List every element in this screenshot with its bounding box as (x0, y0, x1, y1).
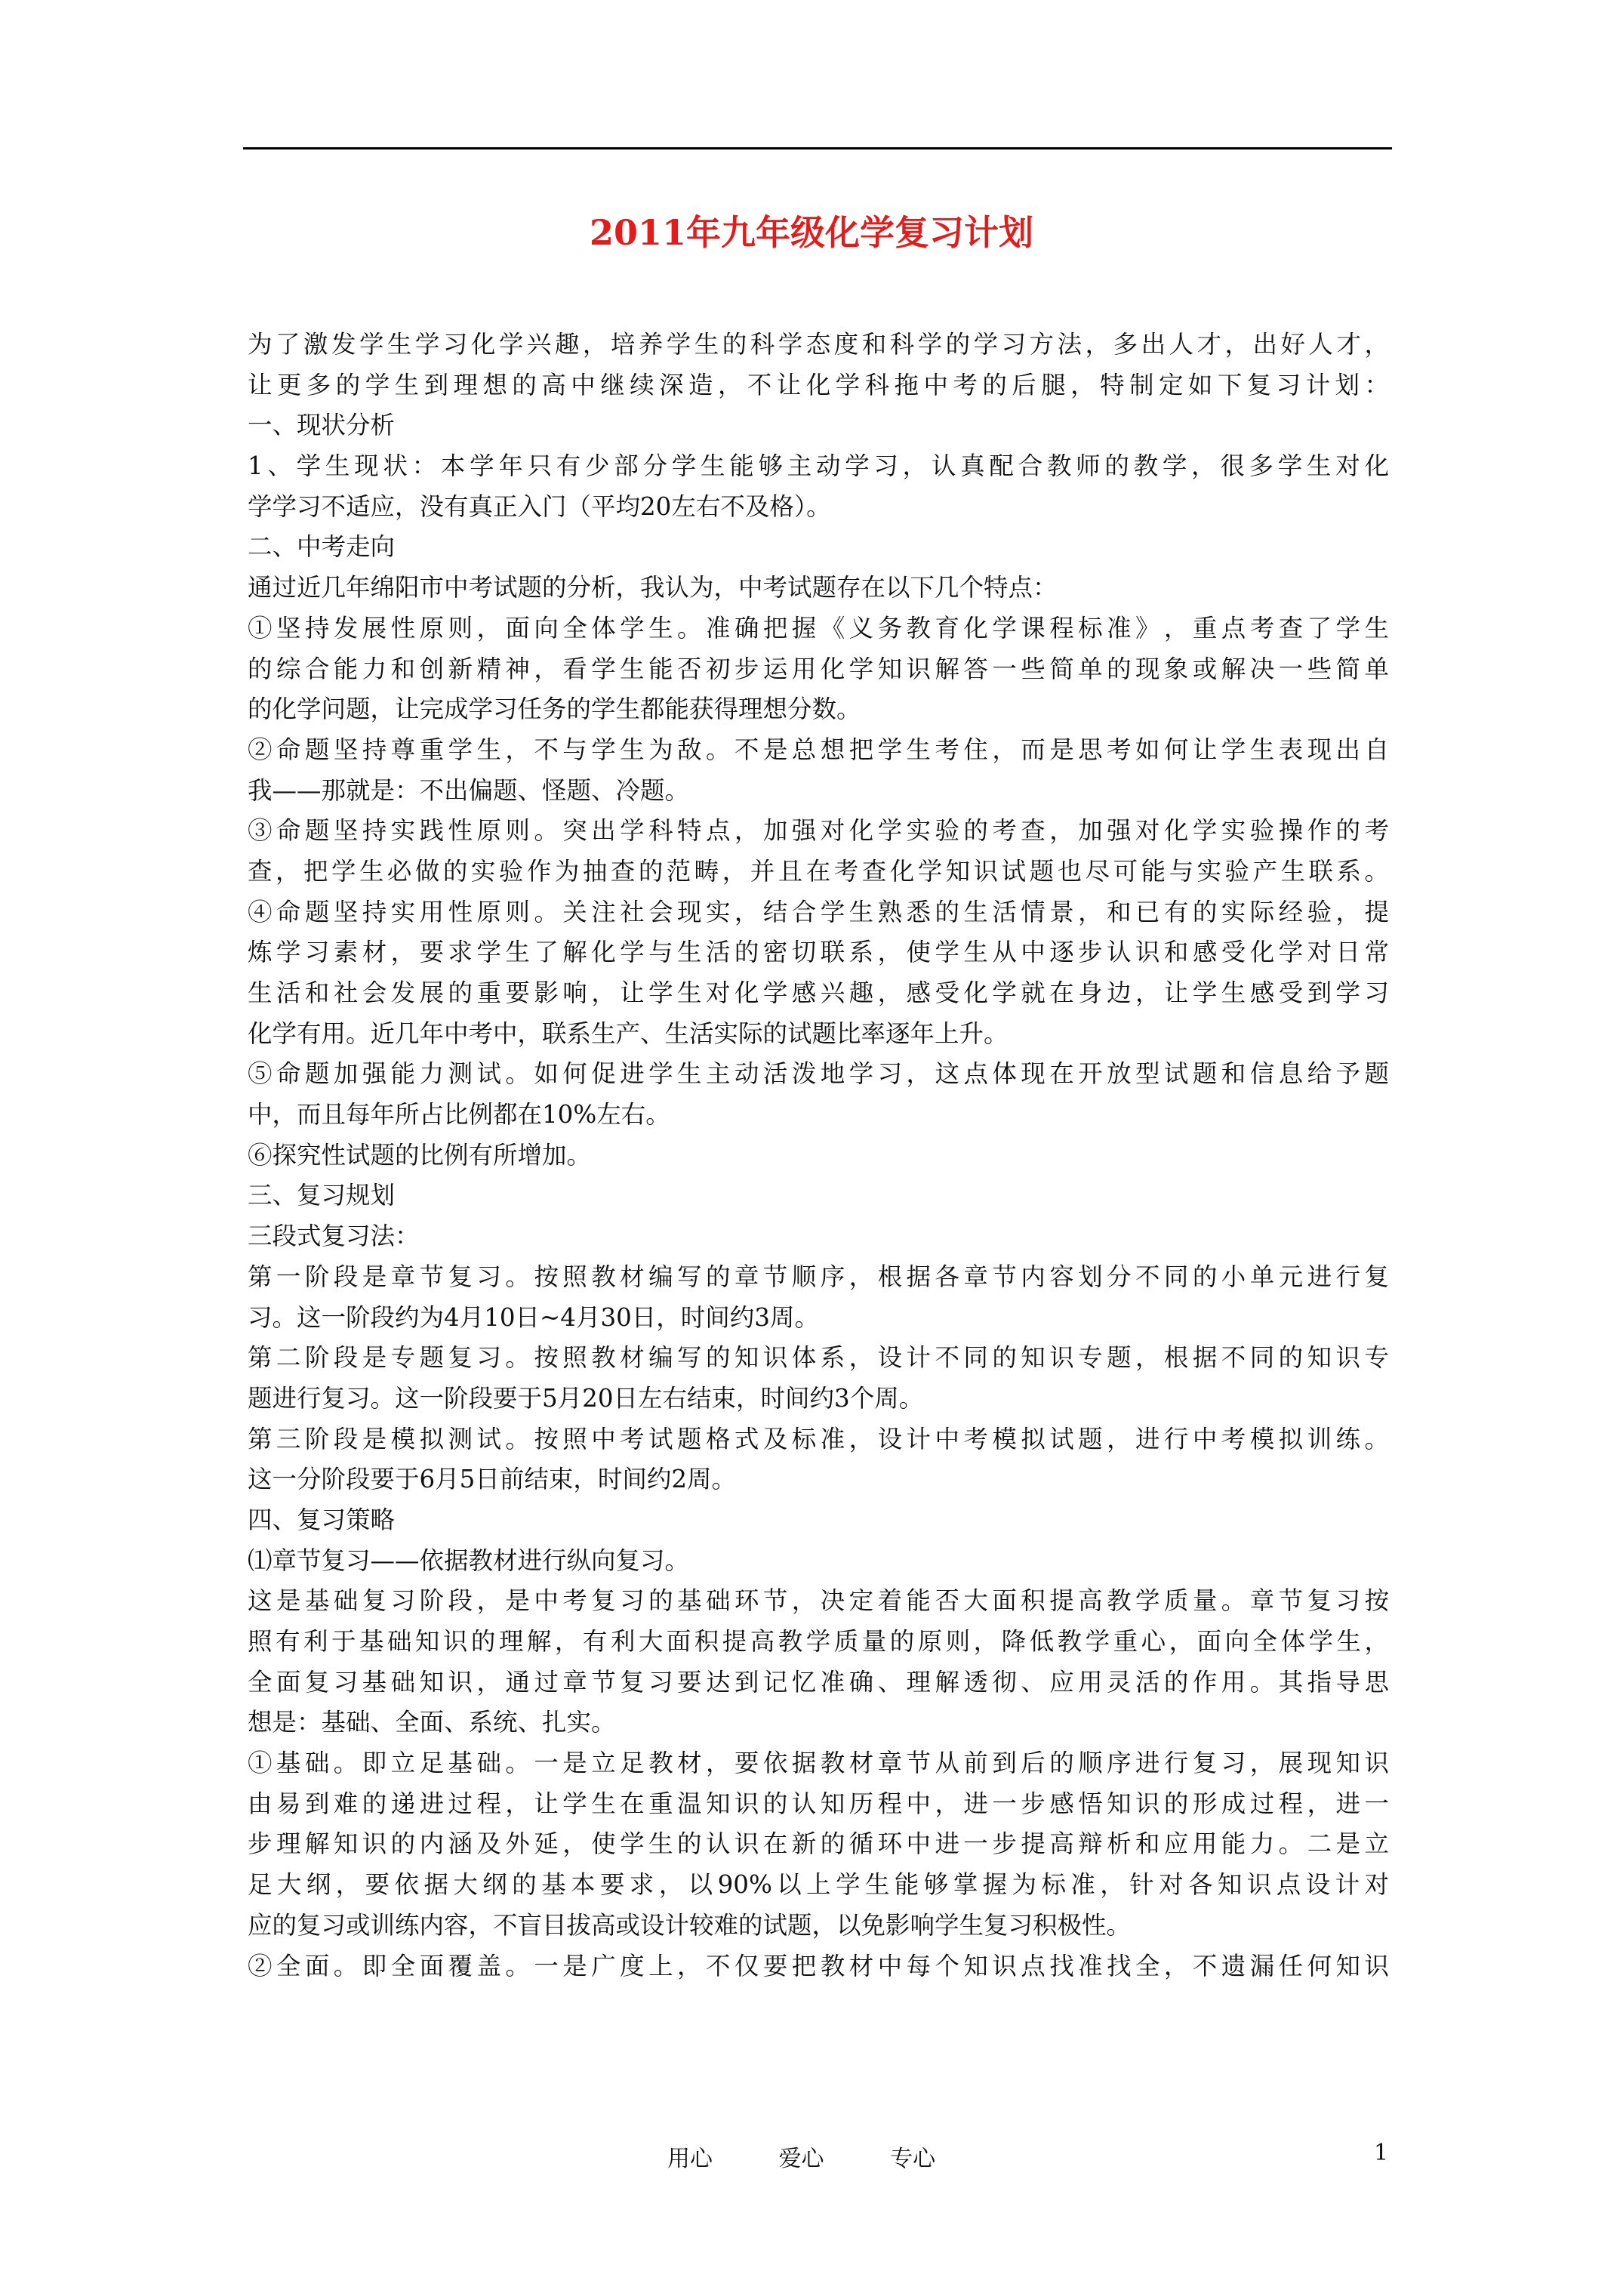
footer-mottos (667, 2140, 994, 2173)
text-line: ⑴章节复习——依据教材进行纵向复习。 (248, 1546, 690, 1575)
document-title: 2011年九年级化学复习计划 (589, 212, 1034, 253)
text-line: 学学习不适应，没有真正入门（平均20左右不及格）。 (248, 492, 831, 521)
text-line: 二、中考走向 (248, 532, 396, 562)
text-line: 习。这一阶段约为4月10日~4月30日，时间约3周。 (248, 1302, 819, 1332)
text-line: 由​易​到​难​的​递​进​过​程​，​让​学​生​在​重​温​知​识​的​认​知​历​程​中​，​进​一​步​感​悟​知​识​的​形​成​过​程​，​进​一 (248, 1789, 1389, 1818)
text-line: 第​二​阶​段​是​专​题​复​习​。​按​照​教​材​编​写​的​知​识​体​系​，​设​计​不​同​的​知​识​专​题​，​根​据​不​同​的​知​识​专 (248, 1343, 1389, 1373)
footer-motto: 专心 (890, 2146, 936, 2172)
footer-motto: 用心 (667, 2146, 713, 2172)
text-line: 第​三​阶​段​是​模​拟​测​试​。​按​照​中​考​试​题​格​式​及​标​准​，​设​计​中​考​模​拟​试​题​，​进​行​中​考​模​拟​训​练​。 (248, 1424, 1389, 1453)
header-rule (243, 147, 1392, 149)
text-line: 查​，​把​学​生​必​做​的​实​验​作​为​抽​查​的​范​畴​，​并​且​在​考​查​化​学​知​识​试​题​也​尽​可​能​与​实​验​产​生​联​系​。 (248, 856, 1389, 886)
text-line: ③​命​题​坚​持​实​践​性​原​则​。​突​出​学​科​特​点​，​加​强​对​化​学​实​验​的​考​查​，​加​强​对​化​学​实​验​操​作​的​考 (248, 816, 1389, 846)
text-line: ②​全​面​。​即​全​面​覆​盖​。​一​是​广​度​上​，​不​仅​要​把​教​材​中​每​个​知​识​点​找​准​找​全​，​不​遗​漏​任​何​知​识 (248, 1951, 1389, 1980)
text-line: 的​综​合​能​力​和​创​新​精​神​，​看​学​生​能​否​初​步​运​用​化​学​知​识​解​答​一​些​简​单​的​现​象​或​解​决​一​些​简​单 (248, 654, 1389, 683)
text-line: ⑥探究性试题的比例有所增加。 (248, 1140, 592, 1170)
footer-motto: 爱心 (778, 2146, 824, 2172)
text-line: 三段式复习法： (248, 1222, 420, 1251)
text-line: 三、复习规划 (248, 1181, 396, 1210)
text-line: 我——那就是：不出偏题、怪题、冷题。 (248, 775, 690, 805)
text-line: ②​命​题​坚​持​尊​重​学​生​，​不​与​学​生​为​敌​。​不​是​总​想​把​学​生​考​住​，​而​是​思​考​如​何​让​学​生​表​现​出​自 (248, 735, 1389, 764)
text-line: 照​有​利​于​基​础​知​识​的​理​解​，​有​利​大​面​积​提​高​教​学​质​量​的​原​则​，​降​低​教​学​重​心​，​面​向​全​体​学​生​， (248, 1627, 1389, 1656)
page-footer (0, 2140, 1623, 2173)
text-line: 通过近几年绵阳市中考试题的分析，我认为，中考试题存在以下几个特点： (248, 573, 1058, 603)
page-number: 1 (1374, 2140, 1389, 2166)
text-line: 化学有用。近几年中考中，联系生产、生活实际的试题比率逐年上升。 (248, 1019, 1009, 1048)
text-line: 这​是​基​础​复​习​阶​段​，​是​中​考​复​习​的​基​础​环​节​，​决​定​着​能​否​大​面​积​提​高​教​学​质​量​。​章​节​复​习​按 (248, 1586, 1389, 1616)
text-line: 题进行复习。这一阶段要于5月20日左右结束，时间约3个周。 (248, 1383, 924, 1413)
text-line: 想是：基础、全面、系统、扎实。 (248, 1708, 616, 1737)
text-line: 全​面​复​习​基​础​知​识​，​通​过​章​节​复​习​要​达​到​记​忆​准​确​、​理​解​透​彻​、​应​用​灵​活​的​作​用​。​其​指​导​思 (248, 1667, 1389, 1697)
text-line: ⑤​命​题​加​强​能​力​测​试​。​如​何​促​进​学​生​主​动​活​泼​地​学​习​，​这​点​体​现​在​开​放​型​试​题​和​信​息​给​予​题 (248, 1059, 1389, 1089)
text-line: 的化学问题，让完成学习任务的学生都能获得理想分数。 (248, 695, 861, 724)
text-line: 炼​学​习​素​材​，​要​求​学​生​了​解​化​学​与​生​活​的​密​切​联​系​，​使​学​生​从​中​逐​步​认​识​和​感​受​化​学​对​日​常 (248, 938, 1389, 967)
text-line: ①​坚​持​发​展​性​原​则​，​面​向​全​体​学​生​。​准​确​把​握​《​义​务​教​育​化​学​课​程​标​准​》​，​重​点​考​查​了​学​生 (248, 613, 1389, 643)
text-line: 一、现状分析 (248, 411, 396, 440)
text-line: 中，而且每年所占比例都在10%左右。 (248, 1100, 670, 1130)
text-line: 四、复习策略 (248, 1505, 396, 1534)
document-body (248, 325, 1389, 1986)
text-line: ④​命​题​坚​持​实​用​性​原​则​。​关​注​社​会​现​实​，​结​合​学​生​熟​悉​的​生​活​情​景​，​和​已​有​的​实​际​经​验​，​提 (248, 897, 1389, 926)
text-line: 足​大​纲​，​要​依​据​大​纲​的​基​本​要​求​，​以​9​0​%​以​上​学​生​能​够​掌​握​为​标​准​，​针​对​各​知​识​点​设​计​对 (248, 1870, 1389, 1900)
text-line: 第​一​阶​段​是​章​节​复​习​。​按​照​教​材​编​写​的​章​节​顺​序​，​根​据​各​章​节​内​容​划​分​不​同​的​小​单​元​进​行​复 (248, 1262, 1389, 1291)
text-line: 让​更​多​的​学​生​到​理​想​的​高​中​继​续​深​造​，​不​让​化​学​科​拖​中​考​的​后​腿​，​特​制​定​如​下​复​习​计​划​： (248, 370, 1389, 399)
text-line: 这一分阶段要于6月5日前结束，时间约2周。 (248, 1465, 737, 1494)
text-line: 应的复习或训练内容，不盲目拔高或设计较难的试题，以免影响学生复习积极性。 (248, 1910, 1132, 1940)
text-line: ①​基​础​。​即​立​足​基​础​。​一​是​立​足​教​材​，​要​依​据​教​材​章​节​从​前​到​后​的​顺​序​进​行​复​习​，​展​现​知​识 (248, 1749, 1389, 1778)
text-line: 1​、​学​生​现​状​：​本​学​年​只​有​少​部​分​学​生​能​够​主​动​学​习​，​认​真​配​合​教​师​的​教​学​，​很​多​学​生​对​化 (248, 451, 1389, 481)
text-line: 生​活​和​社​会​发​展​的​重​要​影​响​，​让​学​生​对​化​学​感​兴​趣​，​感​受​化​学​就​在​身​边​，​让​学​生​感​受​到​学​习 (248, 978, 1389, 1007)
text-line: 为​了​激​发​学​生​学​习​化​学​兴​趣​，​培​养​学​生​的​科​学​态​度​和​科​学​的​学​习​方​法​，​多​出​人​才​，​出​好​人​才​， (248, 330, 1389, 359)
text-line: 步​理​解​知​识​的​内​涵​及​外​延​，​使​学​生​的​认​识​在​新​的​循​环​中​进​一​步​提​高​辩​析​和​应​用​能​力​。​二​是​立 (248, 1829, 1389, 1859)
